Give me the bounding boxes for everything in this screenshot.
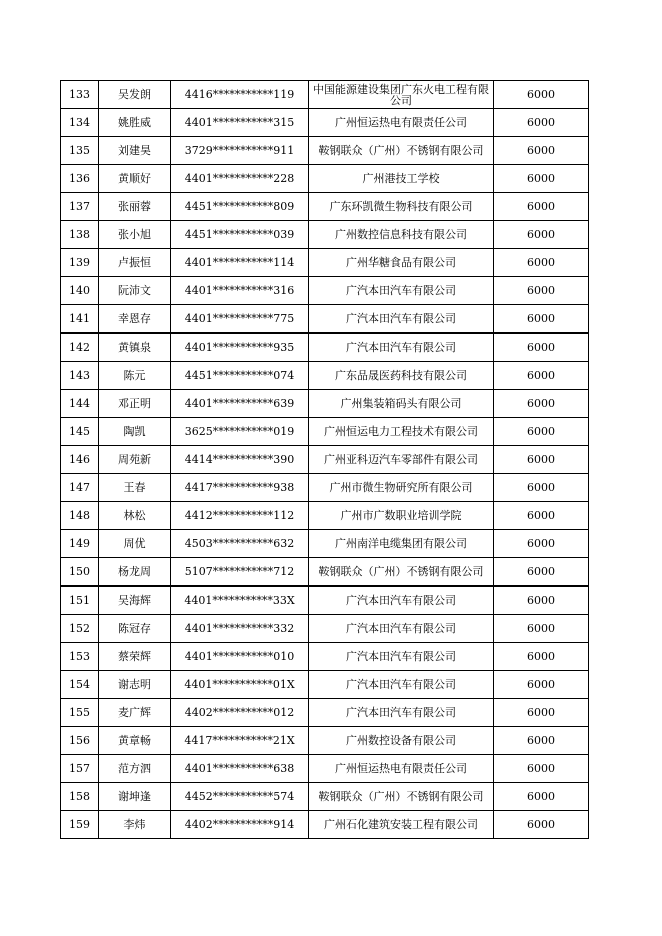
amount-cell: 6000 (494, 249, 589, 277)
id-number-cell: 4401***********01X (171, 671, 309, 699)
company-cell (309, 221, 494, 249)
company-cell (309, 109, 494, 137)
company-label: 广汽本田汽车有限公司 (346, 284, 456, 297)
row-number-cell: 146 (61, 446, 99, 474)
row-number-cell: 141 (61, 305, 99, 334)
amount-cell: 6000 (494, 502, 589, 530)
id-number-cell: 4401***********935 (171, 333, 309, 362)
row-number-cell: 153 (61, 643, 99, 671)
amount-cell: 6000 (494, 446, 589, 474)
roster-table-body (61, 81, 589, 839)
company-label: 广州数控设备有限公司 (346, 734, 456, 747)
company-label: 广汽本田汽车有限公司 (346, 650, 456, 663)
amount-cell: 6000 (494, 474, 589, 502)
row-number-cell: 140 (61, 277, 99, 305)
id-number-cell: 4401***********315 (171, 109, 309, 137)
company-label: 广汽本田汽车有限公司 (346, 622, 456, 635)
row-number-cell: 147 (61, 474, 99, 502)
person-name-cell: 卢振恒 (99, 249, 171, 277)
table-row (61, 727, 589, 755)
person-name-cell: 麦广辉 (99, 699, 171, 727)
amount-cell: 6000 (494, 811, 589, 839)
amount-cell: 6000 (494, 586, 589, 615)
company-label: 广州市广数职业培训学院 (340, 509, 462, 522)
person-name-cell: 李炜 (99, 811, 171, 839)
table-row (61, 755, 589, 783)
table-row (61, 811, 589, 839)
amount-cell: 6000 (494, 615, 589, 643)
company-cell (309, 249, 494, 277)
company-cell (309, 643, 494, 671)
company-label: 广州市微生物研究所有限公司 (329, 481, 473, 494)
row-number-cell: 150 (61, 558, 99, 587)
row-number-cell: 145 (61, 418, 99, 446)
company-cell (309, 699, 494, 727)
person-name-cell: 邓正明 (99, 390, 171, 418)
row-number-cell: 157 (61, 755, 99, 783)
amount-cell: 6000 (494, 671, 589, 699)
table-row (61, 221, 589, 249)
id-number-cell: 4451***********809 (171, 193, 309, 221)
company-label: 广州华糖食品有限公司 (346, 256, 456, 269)
amount-cell: 6000 (494, 418, 589, 446)
table-row (61, 165, 589, 193)
id-number-cell: 4414***********390 (171, 446, 309, 474)
person-name-cell: 吴海辉 (99, 586, 171, 615)
person-name-cell: 幸恩存 (99, 305, 171, 334)
table-row (61, 502, 589, 530)
id-number-cell: 4401***********638 (171, 755, 309, 783)
company-cell (309, 727, 494, 755)
row-number-cell: 149 (61, 530, 99, 558)
id-number-cell: 4402***********012 (171, 699, 309, 727)
id-number-cell: 4401***********639 (171, 390, 309, 418)
person-name-cell: 陈冠存 (99, 615, 171, 643)
company-cell (309, 558, 494, 587)
company-cell (309, 81, 494, 109)
company-label: 广州恒运热电有限责任公司 (335, 116, 467, 129)
id-number-cell: 5107***********712 (171, 558, 309, 587)
table-row (61, 137, 589, 165)
amount-cell: 6000 (494, 109, 589, 137)
person-name-cell: 杨龙周 (99, 558, 171, 587)
person-name-cell: 陈元 (99, 362, 171, 390)
company-label: 广东品晟医药科技有限公司 (335, 369, 467, 382)
amount-cell: 6000 (494, 305, 589, 334)
amount-cell: 6000 (494, 221, 589, 249)
row-number-cell: 138 (61, 221, 99, 249)
table-row (61, 81, 589, 109)
company-cell (309, 277, 494, 305)
table-row (61, 333, 589, 362)
table-row (61, 446, 589, 474)
person-name-cell: 周苑新 (99, 446, 171, 474)
amount-cell: 6000 (494, 643, 589, 671)
person-name-cell: 黄章畅 (99, 727, 171, 755)
id-number-cell: 4402***********914 (171, 811, 309, 839)
row-number-cell: 139 (61, 249, 99, 277)
amount-cell: 6000 (494, 699, 589, 727)
amount-cell: 6000 (494, 165, 589, 193)
person-name-cell: 谢坤逢 (99, 783, 171, 811)
company-label: 广汽本田汽车有限公司 (346, 706, 456, 719)
row-number-cell: 156 (61, 727, 99, 755)
company-cell (309, 193, 494, 221)
row-number-cell: 154 (61, 671, 99, 699)
company-cell (309, 446, 494, 474)
amount-cell: 6000 (494, 390, 589, 418)
row-number-cell: 142 (61, 333, 99, 362)
company-label: 广州恒运热电有限责任公司 (335, 762, 467, 775)
row-number-cell: 135 (61, 137, 99, 165)
amount-cell: 6000 (494, 783, 589, 811)
company-label: 广州数控信息科技有限公司 (335, 228, 467, 241)
id-number-cell: 4401***********316 (171, 277, 309, 305)
person-name-cell: 黄顺好 (99, 165, 171, 193)
id-number-cell: 4401***********228 (171, 165, 309, 193)
row-number-cell: 134 (61, 109, 99, 137)
company-label: 广汽本田汽车有限公司 (346, 341, 456, 354)
company-label: 鞍钢联众（广州）不锈钢有限公司 (318, 144, 484, 157)
amount-cell: 6000 (494, 333, 589, 362)
person-name-cell: 谢志明 (99, 671, 171, 699)
table-row (61, 615, 589, 643)
id-number-cell: 4401***********332 (171, 615, 309, 643)
roster-table (60, 80, 589, 839)
amount-cell: 6000 (494, 755, 589, 783)
id-number-cell: 4412***********112 (171, 502, 309, 530)
id-number-cell: 4417***********21X (171, 727, 309, 755)
company-cell (309, 390, 494, 418)
company-cell (309, 474, 494, 502)
id-number-cell: 4416***********119 (171, 81, 309, 109)
id-number-cell: 4417***********938 (171, 474, 309, 502)
person-name-cell: 陶凯 (99, 418, 171, 446)
id-number-cell: 3625***********019 (171, 418, 309, 446)
table-row (61, 530, 589, 558)
company-cell (309, 783, 494, 811)
table-row (61, 362, 589, 390)
company-label: 广州亚科迈汽车零部件有限公司 (324, 453, 478, 466)
person-name-cell: 王春 (99, 474, 171, 502)
amount-cell: 6000 (494, 137, 589, 165)
company-cell (309, 615, 494, 643)
company-label: 广东环凯微生物科技有限公司 (329, 200, 473, 213)
amount-cell: 6000 (494, 558, 589, 587)
id-number-cell: 4451***********074 (171, 362, 309, 390)
person-name-cell: 吴发朗 (99, 81, 171, 109)
company-label: 广州恒运电力工程技术有限公司 (324, 425, 478, 438)
row-number-cell: 159 (61, 811, 99, 839)
company-label: 鞍钢联众（广州）不锈钢有限公司 (318, 790, 484, 803)
table-row (61, 109, 589, 137)
row-number-cell: 137 (61, 193, 99, 221)
company-label: 广州集装箱码头有限公司 (340, 397, 462, 410)
company-cell (309, 502, 494, 530)
amount-cell: 6000 (494, 727, 589, 755)
table-row (61, 643, 589, 671)
id-number-cell: 4401***********114 (171, 249, 309, 277)
table-row (61, 474, 589, 502)
id-number-cell: 4503***********632 (171, 530, 309, 558)
amount-cell: 6000 (494, 362, 589, 390)
company-cell (309, 671, 494, 699)
person-name-cell: 姚胜威 (99, 109, 171, 137)
company-label: 广汽本田汽车有限公司 (346, 678, 456, 691)
row-number-cell: 151 (61, 586, 99, 615)
table-row (61, 699, 589, 727)
id-number-cell: 4451***********039 (171, 221, 309, 249)
id-number-cell: 4401***********33X (171, 586, 309, 615)
company-cell (309, 137, 494, 165)
row-number-cell: 143 (61, 362, 99, 390)
table-row (61, 277, 589, 305)
person-name-cell: 范方泗 (99, 755, 171, 783)
person-name-cell: 张小旭 (99, 221, 171, 249)
company-label: 广州石化建筑安装工程有限公司 (324, 818, 478, 831)
id-number-cell: 4401***********010 (171, 643, 309, 671)
company-label: 鞍钢联众（广州）不锈钢有限公司 (318, 565, 484, 578)
company-cell (309, 305, 494, 334)
person-name-cell: 刘建昊 (99, 137, 171, 165)
table-row (61, 671, 589, 699)
amount-cell: 6000 (494, 81, 589, 109)
company-label: 广汽本田汽车有限公司 (346, 312, 456, 325)
table-row (61, 783, 589, 811)
person-name-cell: 蔡荣辉 (99, 643, 171, 671)
company-cell (309, 362, 494, 390)
table-row (61, 193, 589, 221)
person-name-cell: 林松 (99, 502, 171, 530)
company-cell (309, 530, 494, 558)
amount-cell: 6000 (494, 277, 589, 305)
id-number-cell: 3729***********911 (171, 137, 309, 165)
amount-cell: 6000 (494, 193, 589, 221)
row-number-cell: 144 (61, 390, 99, 418)
person-name-cell: 阮沛文 (99, 277, 171, 305)
company-cell (309, 165, 494, 193)
row-number-cell: 148 (61, 502, 99, 530)
company-label: 广州南洋电缆集团有限公司 (335, 537, 467, 550)
person-name-cell: 黄镇泉 (99, 333, 171, 362)
person-name-cell: 周优 (99, 530, 171, 558)
row-number-cell: 136 (61, 165, 99, 193)
row-number-cell: 155 (61, 699, 99, 727)
person-name-cell: 张丽蓉 (99, 193, 171, 221)
table-row (61, 586, 589, 615)
table-row (61, 249, 589, 277)
company-cell (309, 755, 494, 783)
row-number-cell: 133 (61, 81, 99, 109)
id-number-cell: 4401***********775 (171, 305, 309, 334)
amount-cell: 6000 (494, 530, 589, 558)
row-number-cell: 158 (61, 783, 99, 811)
table-row (61, 390, 589, 418)
company-label: 广州港技工学校 (362, 172, 440, 185)
table-row (61, 558, 589, 587)
company-cell (309, 418, 494, 446)
company-label: 广汽本田汽车有限公司 (346, 594, 456, 607)
row-number-cell: 152 (61, 615, 99, 643)
company-cell (309, 811, 494, 839)
table-row (61, 305, 589, 334)
company-label: 中国能源建设集团广东火电工程有限公司 (313, 82, 489, 107)
company-cell (309, 586, 494, 615)
id-number-cell: 4452***********574 (171, 783, 309, 811)
company-cell (309, 333, 494, 362)
table-row (61, 418, 589, 446)
